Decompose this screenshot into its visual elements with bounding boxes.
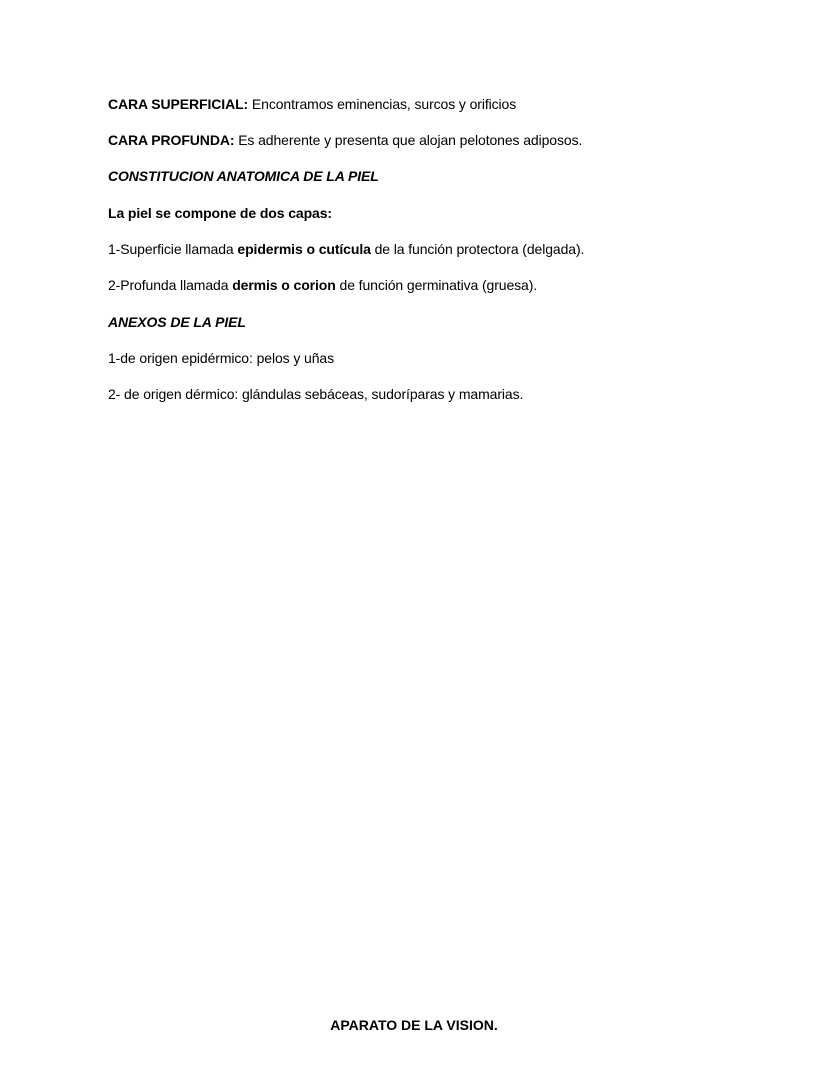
cara-superficial-line xyxy=(108,95,516,113)
capa-epidermis-term: epidermis o cutícula xyxy=(237,241,371,257)
anexo-epidermico-line: 1-de origen epidérmico: pelos y uñas xyxy=(108,350,334,366)
capa-dermis-term: dermis o corion xyxy=(232,277,336,293)
section-heading-constitucion: CONSTITUCION ANATOMICA DE LA PIEL xyxy=(108,168,379,184)
cara-profunda-label: CARA PROFUNDA: xyxy=(108,132,235,148)
capa-dermis-pre: 2-Profunda llamada xyxy=(108,277,233,293)
capa-dermis-line xyxy=(108,276,537,294)
next-section-title: APARATO DE LA VISION. xyxy=(330,1017,498,1033)
cara-superficial-text: Encontramos eminencias, surcos y orificios xyxy=(248,96,517,112)
capa-epidermis-post: de la función protectora (delgada). xyxy=(370,241,585,257)
capa-epidermis-pre: 1-Superficie llamada xyxy=(108,241,238,257)
cara-profunda-line xyxy=(108,131,582,149)
anexo-dermico-line: 2- de origen dérmico: glándulas sebáceas, sudoríparas y mamarias. xyxy=(108,386,524,402)
section-heading-anexos: ANEXOS DE LA PIEL xyxy=(108,314,246,330)
cara-superficial-label: CARA SUPERFICIAL: xyxy=(108,96,249,112)
cara-profunda-text: Es adherente y presenta que alojan pelotones adiposos. xyxy=(234,132,583,148)
subheading-capas: La piel se compone de dos capas: xyxy=(108,205,332,221)
capa-epidermis-line xyxy=(108,240,584,258)
capa-dermis-post: de función germinativa (gruesa). xyxy=(335,277,538,293)
